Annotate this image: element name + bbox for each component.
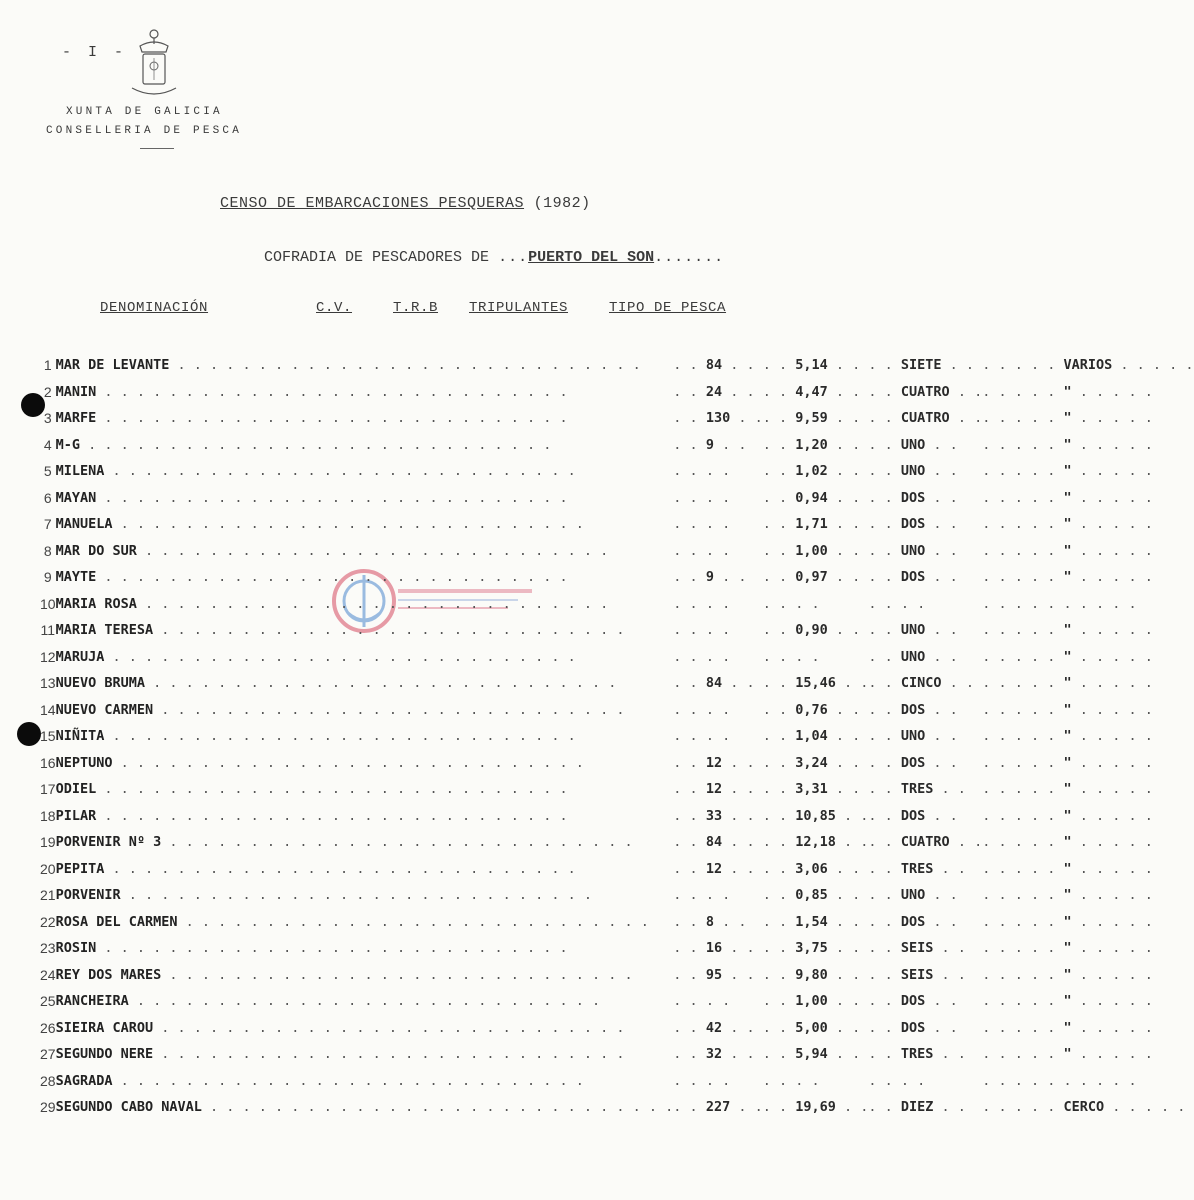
document-title [220,195,591,212]
tonnage-value: . . 15,46 . . [762,675,869,692]
fishing-type: . . . . . " . . . . . [982,463,1153,480]
table-row [40,697,1194,724]
vessel-name: MANIN . . . [56,379,674,406]
fishing-type: . . . . . " . . . . . [982,887,1153,904]
tonnage-value: . . 3,24 . . [762,754,861,771]
vessel-name: MAYAN . . . [56,485,674,512]
horsepower-value: . . . . [673,516,731,533]
table-row [40,485,1194,512]
fishing-type: . . . . . " . . . . . [982,728,1153,745]
vessel-name: NEPTUNO . . . [56,750,674,777]
row-number: 4 [43,436,52,453]
crew-count: . . DOS . . [868,1019,958,1036]
fishing-type: . . . . . " . . . . . [982,807,1153,824]
table-row [40,432,1194,459]
horsepower-value: . . . . [673,595,731,612]
tonnage-value: . . 10,85 . . [762,807,869,824]
row-number: 7 [43,516,52,533]
crew-count: . . UNO . . [868,436,958,453]
crew-count: . . . . [868,1072,926,1089]
crew-count: . . UNO . . [868,728,958,745]
vessel-name: SAGRADA . . . [56,1068,674,1095]
horsepower-value: . . 42 . . [673,1019,755,1036]
tonnage-value: . . 1,00 . . [762,993,861,1010]
horsepower-value: . . 24 . . [673,383,755,400]
horsepower-value: . . 33 . . [673,807,755,824]
tonnage-value: . . 9,59 . . [762,410,861,427]
tonnage-value: . . 5,14 . . [762,357,861,374]
title-year: (1982) [533,195,591,212]
table-row [40,856,1194,883]
crew-count: . . DOS . . [868,993,958,1010]
institution-name: XUNTA DE GALICIA [66,106,223,118]
row-number: 2 [43,383,52,400]
tonnage-value: . . 12,18 . . [762,834,869,851]
row-number: 22 [40,913,56,930]
fishing-type: . . . . . " . . . . . [982,993,1153,1010]
fishing-type: . . . . . " . . . . . [982,834,1153,851]
crew-count: . . DOS . . [868,913,958,930]
vessel-name: ROSIN . . . [56,935,674,962]
vessel-name: MAR DE LEVANTE . . . [56,352,674,379]
table-row [40,591,1194,618]
column-header-tripulantes: TRIPULANTES [469,300,569,316]
horsepower-value: . . . . [673,648,731,665]
tonnage-value: . . 3,06 . . [762,860,861,877]
crew-count: . . DOS . . [868,754,958,771]
vessel-name: PORVENIR Nº 3 . . . [56,829,674,856]
fishing-type: . . . . . " . . . . . [982,675,1153,692]
table-row [40,458,1194,485]
tonnage-value: . . 1,02 . . [762,463,861,480]
horsepower-value: . . 9 . . [673,436,747,453]
vessel-name: SIEIRA CAROU . . . [56,1015,674,1042]
table-row [40,750,1194,777]
horsepower-value: . . 9 . . [673,569,747,586]
fishing-type: . . . . . . . . . . [982,1072,1137,1089]
horsepower-value: . . 12 . . [673,781,755,798]
fishing-type: . . . . . " . . . . . [982,860,1153,877]
vessel-name: PILAR . . . [56,803,674,830]
table-row [40,882,1194,909]
horsepower-value: . . 84 . . [673,834,755,851]
row-number: 3 [43,410,52,427]
tonnage-value: . . 1,20 . . [762,436,861,453]
fishing-type: . . . . . " . . . . . [982,648,1153,665]
row-number: 21 [40,887,56,904]
row-number: 19 [40,834,56,851]
fishing-type: . . . . . " . . . . . [982,516,1153,533]
tonnage-value: . . 5,00 . . [762,1019,861,1036]
row-number: 18 [40,807,56,824]
row-number: 11 [40,622,56,639]
vessel-name: NIÑITA . . . [56,723,674,750]
table-row [40,803,1194,830]
crew-count: . . CUATRO . . [868,410,983,427]
vessel-name: MANUELA . . . [56,511,674,538]
table-row [40,988,1194,1015]
fishing-type: . . . . . " . . . . . [982,542,1153,559]
fishing-type: . . . . . " . . . . . [982,383,1153,400]
table-row [40,909,1194,936]
horsepower-value: . . 16 . . [673,940,755,957]
tonnage-value: . . 1,71 . . [762,516,861,533]
crew-count: . . UNO . . [868,463,958,480]
crew-count: . . DOS . . [868,569,958,586]
vessel-name: MAR DO SUR . . . [56,538,674,565]
tonnage-value: . . . . [762,1072,820,1089]
crew-count: . . DOS . . [868,701,958,718]
fishing-type: . . . . . " . . . . . [982,940,1153,957]
row-number: 28 [40,1072,56,1089]
tonnage-value: . . 0,76 . . [762,701,861,718]
fishing-type: . . . . . " . . . . . [982,436,1153,453]
table-row [40,670,1194,697]
table-row [40,352,1194,379]
crew-count: . . . . [868,595,926,612]
horsepower-value: . . . . [673,489,731,506]
table-row [40,538,1194,565]
vessel-name: SEGUNDO CABO NAVAL . . . [56,1094,674,1121]
column-header-trb: T.R.B [393,300,439,316]
table-row [40,776,1194,803]
vessel-name: PORVENIR . . . [56,882,674,909]
table-row [40,511,1194,538]
tonnage-value: . . 1,00 . . [762,542,861,559]
crew-count: . . SEIS . . [868,940,966,957]
fishing-type: . . . . . " . . . . . [982,410,1153,427]
vessel-name: M-G . . . [56,432,674,459]
cofradia-line: COFRADIA DE PESCADORES DE ...PUERTO DEL SON....... [264,249,725,266]
horsepower-value: . . . . [673,701,731,718]
crew-count: . . DOS . . [868,516,958,533]
vessel-name: NUEVO CARMEN . . . [56,697,674,724]
crew-count: . . DOS . . [868,807,958,824]
horsepower-value: . . . . [673,1072,731,1089]
row-number: 29 [40,1099,56,1116]
cofradia-name: PUERTO DEL SON [528,249,655,266]
tonnage-value: . . 3,31 . . [762,781,861,798]
row-number: 20 [40,860,56,877]
row-number: 27 [40,1046,56,1063]
horsepower-value: . . 8 . . [673,913,747,930]
crew-count: . . UNO . . [868,542,958,559]
row-number: 12 [40,648,56,665]
vessel-name: RANCHEIRA . . . [56,988,674,1015]
horsepower-value: . . 95 . . [673,966,755,983]
row-number: 26 [40,1019,56,1036]
tonnage-value: . . 1,04 . . [762,728,861,745]
vessel-name: MARFE . . . [56,405,674,432]
header-divider [140,148,174,149]
vessel-name: REY DOS MARES . . . [56,962,674,989]
column-header-denominacion: DENOMINACIÓN [100,300,209,316]
horsepower-value: . . 12 . . [673,860,755,877]
table-row [40,935,1194,962]
horsepower-value: . . . . [673,542,731,559]
crew-count: . . DIEZ . . [868,1099,966,1116]
vessel-name: PEPITA . . . [56,856,674,883]
vessel-name: MAYTE . . . [56,564,674,591]
tonnage-value: . . 0,90 . . [762,622,861,639]
horsepower-value: . . 32 . . [673,1046,755,1063]
row-number: 1 [43,357,52,374]
cofradia-prefix: COFRADIA DE PESCADORES DE [264,249,490,266]
horsepower-value: . . . . [673,728,731,745]
fishing-type: . . . . . " . . . . . [982,781,1153,798]
column-header-tipo: TIPO DE PESCA [609,300,727,316]
table-row [40,379,1194,406]
tonnage-value: . . 19,69 . . [762,1099,869,1116]
vessel-name: MARIA TERESA . . . [56,617,674,644]
crew-count: . . SEIS . . [868,966,966,983]
crew-count: . . UNO . . [868,887,958,904]
table-row [40,405,1194,432]
vessel-name: NUEVO BRUMA . . . [56,670,674,697]
crew-count: . . UNO . . [868,648,958,665]
table-row [40,1094,1194,1121]
row-number: 23 [40,940,56,957]
row-number: 6 [43,489,52,506]
page-number: - I - [62,44,128,61]
fishing-type: . . . . . " . . . . . [982,489,1153,506]
tonnage-value: . . 5,94 . . [762,1046,861,1063]
horsepower-value: . . . . [673,463,731,480]
tonnage-value: . . 4,47 . . [762,383,861,400]
department-name: CONSELLERIA DE PESCA [46,125,243,137]
crew-count: . . UNO . . [868,622,958,639]
vessel-name: SEGUNDO NERE . . . [56,1041,674,1068]
fishing-type: . . . . . " . . . . . [982,701,1153,718]
title-text: CENSO DE EMBARCACIONES PESQUERAS [220,195,525,212]
row-number: 9 [43,569,52,586]
horsepower-value: . . . . [673,993,731,1010]
row-number: 14 [40,701,56,718]
horsepower-value: . . . . [673,887,731,904]
horsepower-value: . . 12 . . [673,754,755,771]
crew-count: . . CINCO . . [868,675,975,692]
row-number: 17 [40,781,56,798]
horsepower-value: . . 227 . . [673,1099,763,1116]
fishing-type: . . . . . " . . . . . [982,913,1153,930]
horsepower-value: . . 130 . . [673,410,763,427]
row-number: 5 [43,463,52,480]
tonnage-value: . . 3,75 . . [762,940,861,957]
horsepower-value: . . 84 . . [673,357,755,374]
galicia-coat-of-arms-emblem [128,28,180,100]
crew-count: . . TRES . . [868,1046,966,1063]
row-number: 16 [40,754,56,771]
fishing-type: . . . . . CERCO . . . . . [982,1099,1186,1116]
table-row [40,1068,1194,1095]
fishing-type: . . . . . . . . . . [982,595,1137,612]
row-number: 13 [40,675,56,692]
fishing-type: . . . . . " . . . . . [982,754,1153,771]
crew-count: . . TRES . . [868,781,966,798]
table-row [40,564,1194,591]
row-number: 25 [40,993,56,1010]
crew-count: . . SIETE . . [868,357,975,374]
vessel-name: MILENA . . . [56,458,674,485]
column-header-cv: C.V. [316,300,353,316]
table-row [40,723,1194,750]
fishing-type: . . . . . " . . . . . [982,1019,1153,1036]
row-number: 10 [40,595,56,612]
tonnage-value: . . . . [762,595,820,612]
fishing-type: . . . . . " . . . . . [982,966,1153,983]
vessel-name: ODIEL . . . [56,776,674,803]
table-row [40,962,1194,989]
table-row [40,617,1194,644]
census-table [40,352,1194,1121]
fishing-type: . . . . . " . . . . . [982,622,1153,639]
vessel-name: MARUJA . . . [56,644,674,671]
table-row [40,829,1194,856]
punch-hole [17,722,41,746]
tonnage-value: . . 1,54 . . [762,913,861,930]
vessel-name: ROSA DEL CARMEN . . . [56,909,674,936]
row-number: 8 [43,542,52,559]
table-row [40,1015,1194,1042]
tonnage-value: . . . . [762,648,820,665]
tonnage-value: . . 0,97 . . [762,569,861,586]
row-number: 24 [40,966,56,983]
crew-count: . . TRES . . [868,860,966,877]
fishing-type: . . . . . VARIOS . . . . . [982,357,1194,374]
fishing-type: . . . . . " . . . . . [982,569,1153,586]
tonnage-value: . . 0,94 . . [762,489,861,506]
crew-count: . . CUATRO . . [868,834,983,851]
row-number: 15 [40,728,56,745]
horsepower-value: . . . . [673,622,731,639]
table-row [40,1041,1194,1068]
table-row [40,644,1194,671]
fishing-type: . . . . . " . . . . . [982,1046,1153,1063]
tonnage-value: . . 9,80 . . [762,966,861,983]
crew-count: . . DOS . . [868,489,958,506]
tonnage-value: . . 0,85 . . [762,887,861,904]
crew-count: . . CUATRO . . [868,383,983,400]
horsepower-value: . . 84 . . [673,675,755,692]
vessel-name: MARIA ROSA . . . [56,591,674,618]
